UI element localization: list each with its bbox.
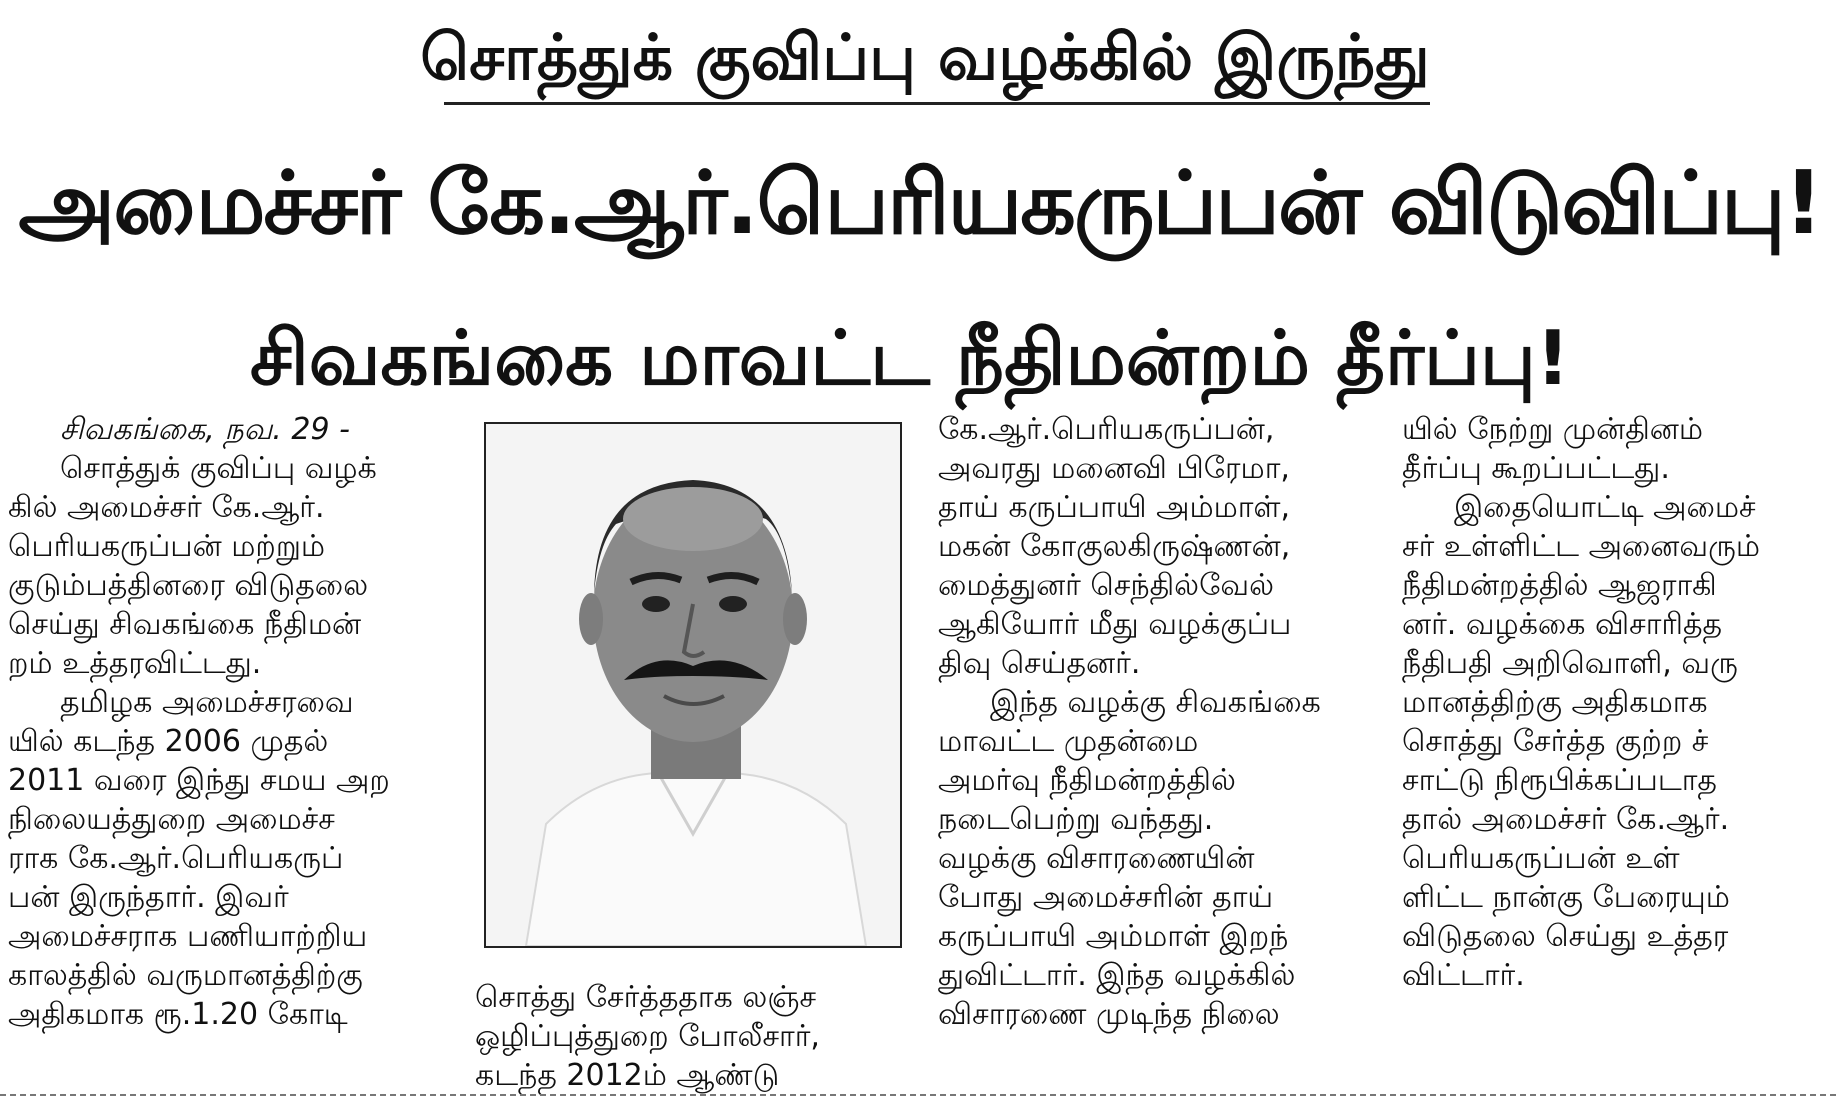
text-line: ளிட்ட நான்கு பேரையும்: [1402, 880, 1730, 915]
text-line: சாட்டு நிரூபிக்கப்படாத: [1402, 763, 1717, 798]
text-line: அவரது மனைவி பிரேமா,: [938, 451, 1290, 486]
text-line: மானத்திற்கு அதிகமாக: [1402, 685, 1708, 720]
text-line: இந்த வழக்கு சிவகங்கை: [990, 685, 1321, 720]
kicker-underline: [444, 102, 1430, 105]
text-line: விடுதலை செய்து உத்தர: [1402, 919, 1729, 954]
text-line: யில் கடந்த 2006 முதல்: [8, 724, 329, 759]
sub-headline: சிவகங்கை மாவட்ட நீதிமன்றம் தீர்ப்பு!: [250, 314, 1571, 402]
dateline: சிவகங்கை, நவ. 29 -: [60, 412, 350, 447]
text-line: மாவட்ட முதன்மை: [938, 724, 1199, 759]
text-line: சொத்துக் குவிப்பு வழக்: [60, 451, 377, 486]
text-line: விட்டார்.: [1402, 958, 1525, 993]
text-line: தீர்ப்பு கூறப்பட்டது.: [1402, 451, 1670, 486]
text-line: ஒழிப்புத்துறை போலீசார்,: [475, 1019, 820, 1054]
text-line: அமர்வு நீதிமன்றத்தில்: [938, 763, 1236, 798]
portrait-image: [486, 424, 900, 946]
text-line: நீதிமன்றத்தில் ஆஜராகி: [1402, 568, 1717, 603]
text-line: துவிட்டார். இந்த வழக்கில்: [938, 958, 1296, 993]
text-line: நிலையத்துறை அமைச்ச: [8, 802, 335, 837]
bottom-divider: [0, 1094, 1838, 1096]
text-line: னர். வழக்கை விசாரித்த: [1402, 607, 1723, 642]
text-line: 2011 வரை இந்து சமய அற: [8, 763, 390, 798]
text-line: தமிழக அமைச்சரவை: [60, 685, 354, 720]
text-line: இதையொட்டி அமைச்: [1454, 490, 1756, 525]
text-line: கில் அமைச்சர் கே.ஆர்.: [8, 490, 325, 525]
text-line: சொத்து சேர்த்த குற்ற ச்: [1402, 724, 1709, 759]
text-line: விசாரணை முடிந்த நிலை: [938, 997, 1280, 1032]
text-line: றம் உத்தரவிட்டது.: [8, 646, 262, 681]
text-line: பெரியகருப்பன் உள்: [1402, 841, 1680, 876]
text-line: போது அமைச்சரின் தாய்: [938, 880, 1274, 915]
text-line: காலத்தில் வருமானத்திற்கு: [8, 958, 363, 993]
text-line: சொத்து சேர்த்ததாக லஞ்ச: [475, 980, 817, 1015]
text-line: குடும்பத்தினரை விடுதலை: [8, 568, 369, 603]
kicker-headline: சொத்துக் குவிப்பு வழக்கில் இருந்து: [420, 21, 1430, 94]
article-column-1: [8, 410, 448, 1034]
text-line: வழக்கு விசாரணையின்: [938, 841, 1255, 876]
text-line: கருப்பாயி அம்மாள் இறந்: [938, 919, 1289, 954]
text-line: மகன் கோகுலகிருஷ்ணன்,: [938, 529, 1291, 564]
article-column-4: [1402, 410, 1830, 995]
text-line: பன் இருந்தார். இவர்: [8, 880, 289, 915]
text-line: தாய் கருப்பாயி அம்மாள்,: [938, 490, 1291, 525]
text-line: ராக கே.ஆர்.பெரியகருப்: [8, 841, 344, 876]
text-line: யில் நேற்று முன்தினம்: [1402, 412, 1704, 447]
text-line: கடந்த 2012ம் ஆண்டு: [475, 1058, 780, 1093]
main-headline: அமைச்சர் கே.ஆர்.பெரியகருப்பன் விடுவிப்பு!: [18, 152, 1822, 254]
text-line: பெரியகருப்பன் மற்றும்: [8, 529, 326, 564]
text-line: நீதிபதி அறிவொளி, வரு: [1402, 646, 1738, 681]
article-column-2: [475, 978, 905, 1095]
text-line: திவு செய்தனர்.: [938, 646, 1141, 681]
text-line: சர் உள்ளிட்ட அனைவரும்: [1402, 529, 1761, 564]
article-column-3: [938, 410, 1368, 1034]
text-line: ஆகியோர் மீது வழக்குப்ப: [938, 607, 1292, 642]
text-line: நடைபெற்று வந்தது.: [938, 802, 1214, 837]
text-line: அமைச்சராக பணியாற்றிய: [8, 919, 368, 954]
text-line: மைத்துனர் செந்தில்வேல்: [938, 568, 1274, 603]
text-line: தால் அமைச்சர் கே.ஆர்.: [1402, 802, 1730, 837]
text-line: கே.ஆர்.பெரியகருப்பன்,: [938, 412, 1275, 447]
text-line: அதிகமாக ரூ.1.20 கோடி: [8, 997, 348, 1032]
text-line: செய்து சிவகங்கை நீதிமன்: [8, 607, 362, 642]
portrait-photo: [484, 422, 902, 948]
